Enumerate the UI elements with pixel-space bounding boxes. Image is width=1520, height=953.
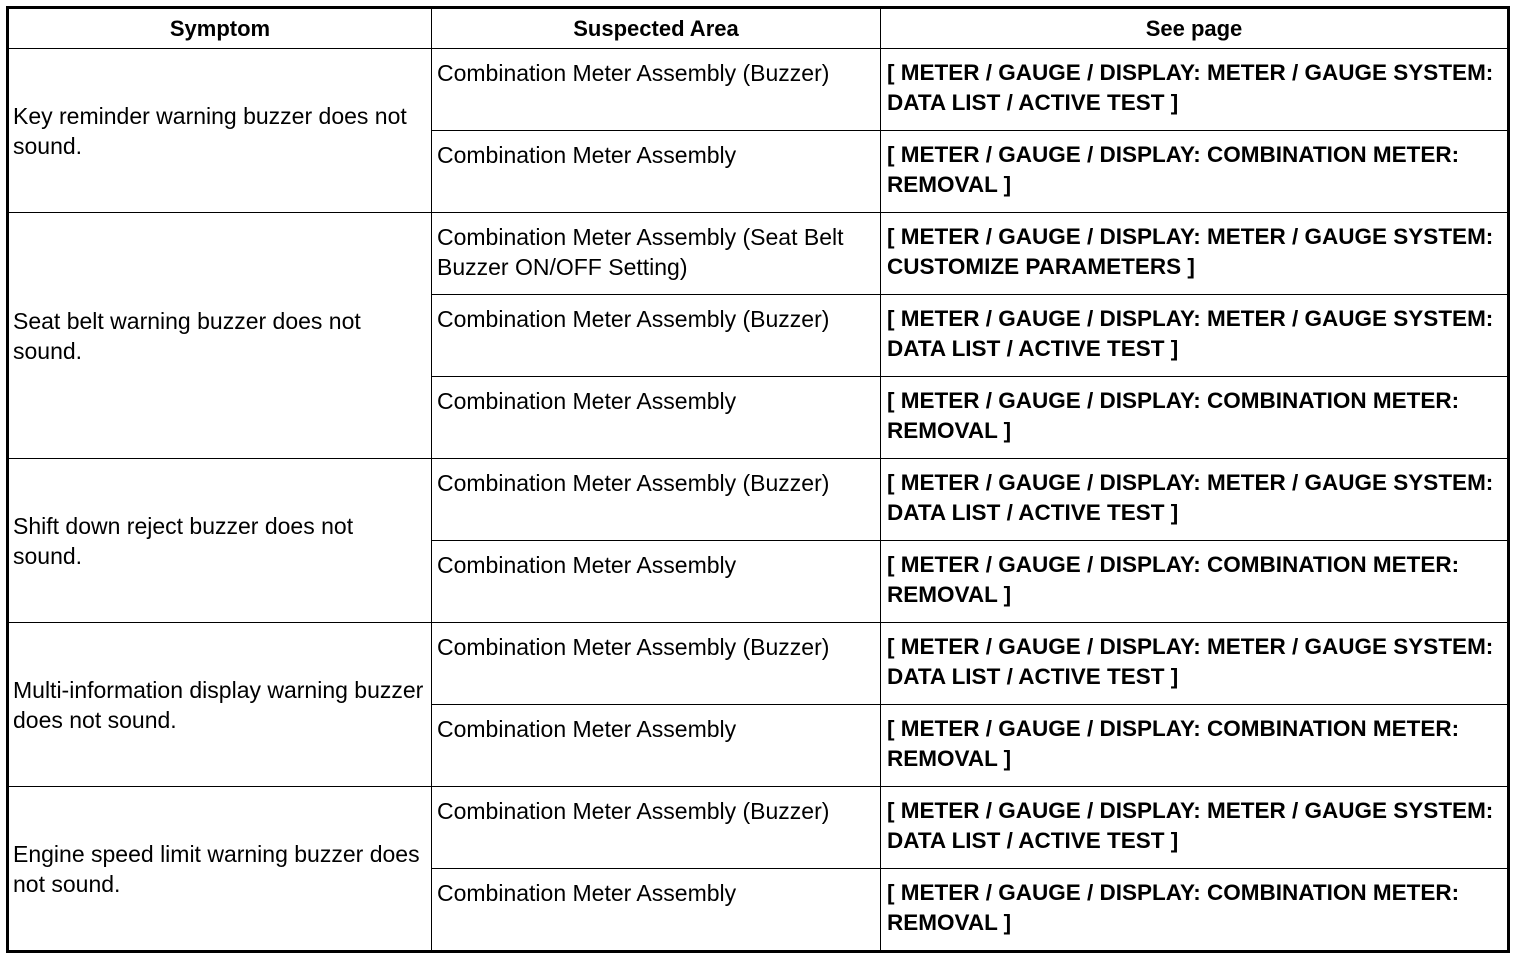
see-page-link[interactable]: [ METER / GAUGE / DISPLAY: COMBINATION METER: REMOVAL ] bbox=[881, 705, 1509, 787]
header-suspected-area: Suspected Area bbox=[432, 8, 881, 49]
see-page-link[interactable]: [ METER / GAUGE / DISPLAY: COMBINATION METER: REMOVAL ] bbox=[881, 869, 1509, 952]
see-page-link[interactable]: [ METER / GAUGE / DISPLAY: METER / GAUGE SYSTEM: DATA LIST / ACTIVE TEST ] bbox=[881, 49, 1509, 131]
symptom-cell: Seat belt warning buzzer does not sound. bbox=[8, 213, 432, 459]
table-row bbox=[8, 459, 1509, 541]
see-page-link[interactable]: [ METER / GAUGE / DISPLAY: METER / GAUGE SYSTEM: DATA LIST / ACTIVE TEST ] bbox=[881, 459, 1509, 541]
symptom-table bbox=[6, 6, 1510, 953]
see-page-link[interactable]: [ METER / GAUGE / DISPLAY: METER / GAUGE SYSTEM: DATA LIST / ACTIVE TEST ] bbox=[881, 787, 1509, 869]
header-row bbox=[8, 8, 1509, 49]
see-page-link[interactable]: [ METER / GAUGE / DISPLAY: METER / GAUGE SYSTEM: DATA LIST / ACTIVE TEST ] bbox=[881, 295, 1509, 377]
see-page-link[interactable]: [ METER / GAUGE / DISPLAY: METER / GAUGE SYSTEM: DATA LIST / ACTIVE TEST ] bbox=[881, 623, 1509, 705]
suspected-area-cell: Combination Meter Assembly (Buzzer) bbox=[432, 295, 881, 377]
symptom-cell: Key reminder warning buzzer does not sound. bbox=[8, 49, 432, 213]
see-page-link[interactable]: [ METER / GAUGE / DISPLAY: COMBINATION METER: REMOVAL ] bbox=[881, 541, 1509, 623]
suspected-area-cell: Combination Meter Assembly bbox=[432, 705, 881, 787]
suspected-area-cell: Combination Meter Assembly bbox=[432, 869, 881, 952]
table-body bbox=[8, 49, 1509, 952]
suspected-area-cell: Combination Meter Assembly bbox=[432, 131, 881, 213]
see-page-link[interactable]: [ METER / GAUGE / DISPLAY: COMBINATION METER: REMOVAL ] bbox=[881, 131, 1509, 213]
symptom-cell: Engine speed limit warning buzzer does not sound. bbox=[8, 787, 432, 952]
see-page-link[interactable]: [ METER / GAUGE / DISPLAY: METER / GAUGE SYSTEM: CUSTOMIZE PARAMETERS ] bbox=[881, 213, 1509, 295]
table-row bbox=[8, 623, 1509, 705]
symptom-cell: Shift down reject buzzer does not sound. bbox=[8, 459, 432, 623]
see-page-link[interactable]: [ METER / GAUGE / DISPLAY: COMBINATION METER: REMOVAL ] bbox=[881, 377, 1509, 459]
suspected-area-cell: Combination Meter Assembly bbox=[432, 377, 881, 459]
header-symptom: Symptom bbox=[8, 8, 432, 49]
table-header bbox=[8, 8, 1509, 49]
table-row bbox=[8, 213, 1509, 295]
header-see-page: See page bbox=[881, 8, 1509, 49]
suspected-area-cell: Combination Meter Assembly (Buzzer) bbox=[432, 787, 881, 869]
table-row bbox=[8, 787, 1509, 869]
suspected-area-cell: Combination Meter Assembly (Buzzer) bbox=[432, 623, 881, 705]
table-row bbox=[8, 49, 1509, 131]
suspected-area-cell: Combination Meter Assembly (Buzzer) bbox=[432, 49, 881, 131]
suspected-area-cell: Combination Meter Assembly bbox=[432, 541, 881, 623]
symptom-cell: Multi-information display warning buzzer does not sound. bbox=[8, 623, 432, 787]
suspected-area-cell: Combination Meter Assembly (Buzzer) bbox=[432, 459, 881, 541]
suspected-area-cell: Combination Meter Assembly (Seat Belt Buzzer ON/OFF Setting) bbox=[432, 213, 881, 295]
